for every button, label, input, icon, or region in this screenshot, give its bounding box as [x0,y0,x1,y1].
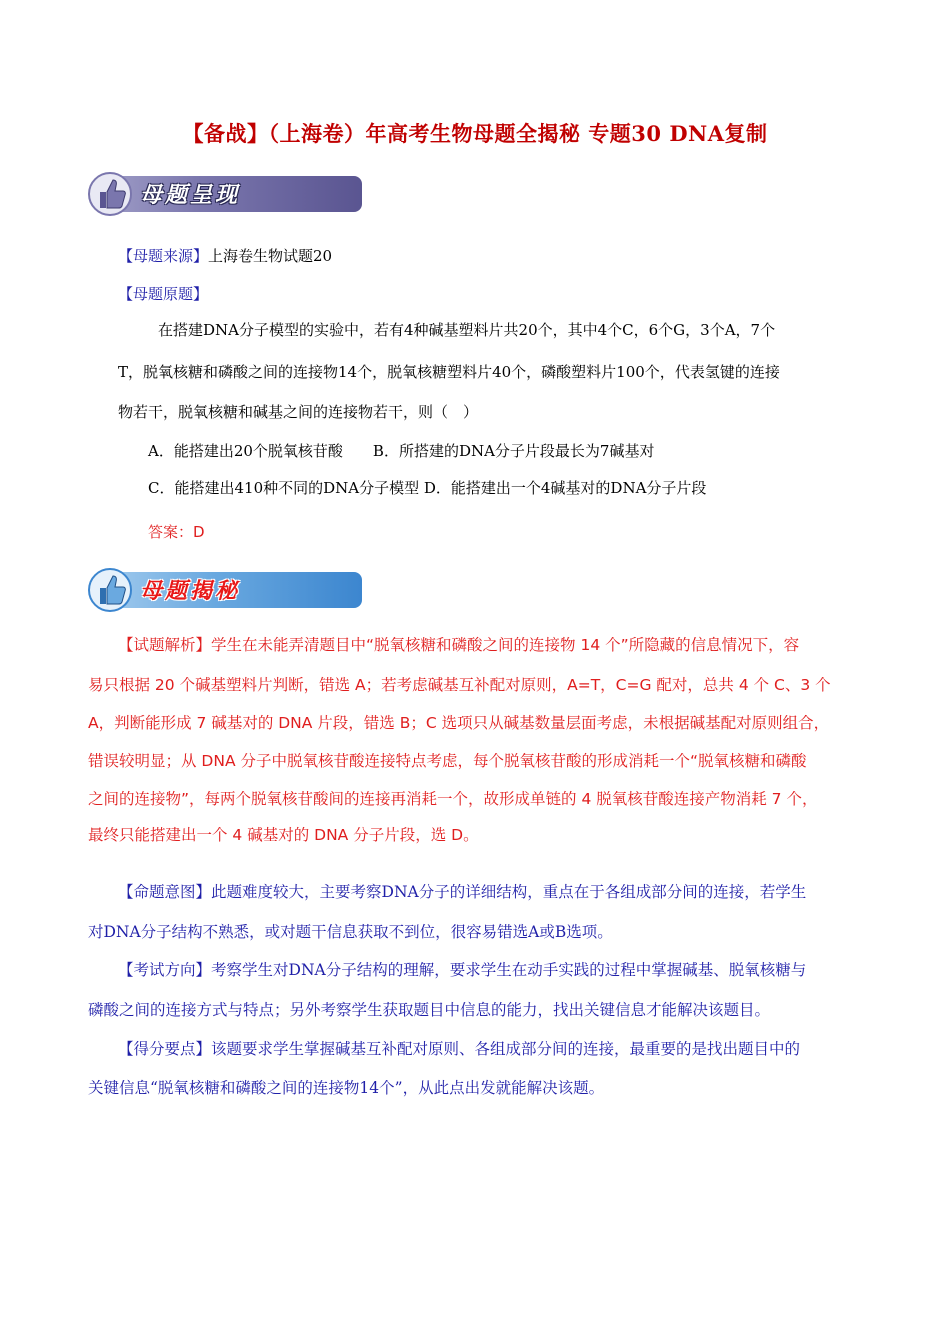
direction-line-1 [118,958,898,980]
direction-line-2: 磷酸之间的连接方式与特点；另外考察学生获取题目中信息的能力，找出关键信息才能解决该题目。 [88,1001,771,1019]
question-line-1: 在搭建DNA分子模型的实验中，若有4种碱基塑料片共20个，其中4个C，6个G，3个A，7个 [158,321,776,339]
original-tag: 【母题原题】 [118,285,209,303]
points-line-2: 关键信息“脱氧核糖和磷酸之间的连接物14个”，从此点出发就能解决该题。 [88,1079,605,1097]
points-text: 该题要求学生掌握碱基互补配对原则、各组成部分间的连接，最重要的是找出题目中的 [211,1040,801,1058]
banner-label: 母题呈现 [140,182,241,208]
option-line-2: C．能搭建出410种不同的DNA分子模型 D．能搭建出一个4碱基对的DNA分子片段 [148,479,707,497]
source-text: 上海卷生物试题20 [208,247,333,265]
section-banner-analysis [88,568,362,612]
intent-line-2: 对DNA分子结构不熟悉，或对题干信息获取不到位，很容易错选A或B选项。 [88,923,613,941]
intent-text: 此题难度较大，主要考察DNA分子的详细结构，重点在于各组成部分间的连接，若学生 [211,883,807,901]
banner-label: 母题揭秘 [140,578,241,604]
intent-line-1 [118,880,898,902]
original-line [118,284,208,304]
question-line-3: 物若干，脱氧核糖和碱基之间的连接物若干，则（ ） [118,403,479,421]
direction-tag: 【考试方向】 [118,961,212,979]
analysis-line-2: 易只根据 20 个碱基塑料片判断，错选 A；若考虑碱基互补配对原则，A=T，C=G 配对，总共 4 个 C、3 个 [88,676,831,694]
analysis-line-1: 【试题解析】学生在未能弄清题目中“脱氧核糖和磷酸之间的连接物 14 个”所隐藏的信息情况下，容 [118,636,800,654]
analysis-line-4: 错误较明显；从 DNA 分子中脱氧核苷酸连接特点考虑，每个脱氧核苷酸的形成消耗一个“脱氧核糖和磷酸 [88,752,807,770]
analysis-line-3: A，判断能形成 7 碱基对的 DNA 片段，错选 B；C 选项只从碱基数量层面考虑，未根据碱基配对原则组合， [88,714,830,732]
section-banner-question [88,172,362,216]
source-line [118,246,332,266]
analysis-line-5: 之间的连接物”，每两个脱氧核苷酸间的连接再消耗一个，故形成单链的 4 脱氧核苷酸连接产物消耗 7 个， [88,790,818,808]
points-line-1 [118,1037,898,1059]
thumbs-up-icon [88,168,132,220]
source-tag: 【母题来源】 [118,247,209,265]
intent-tag: 【命题意图】 [118,883,212,901]
thumbs-up-icon [88,564,132,616]
answer: 答案：D [148,523,205,541]
question-line-2: T，脱氧核糖和磷酸之间的连接物14个，脱氧核糖塑料片40个，磷酸塑料片100个，代表氢键的连接 [118,363,780,381]
analysis-line-6: 最终只能搭建出一个 4 碱基对的 DNA 分子片段，选 D。 [88,826,479,844]
page-title: 【备战】（上海卷）年高考生物母题全揭秘 专题30 DNA复制 [182,121,768,146]
option-line-1: A．能搭建出20个脱氧核苷酸 B．所搭建的DNA分子片段最长为7碱基对 [148,442,655,460]
points-tag: 【得分要点】 [118,1040,212,1058]
direction-text: 考察学生对DNA分子结构的理解，要求学生在动手实践的过程中掌握碱基、脱氧核糖与 [211,961,807,979]
